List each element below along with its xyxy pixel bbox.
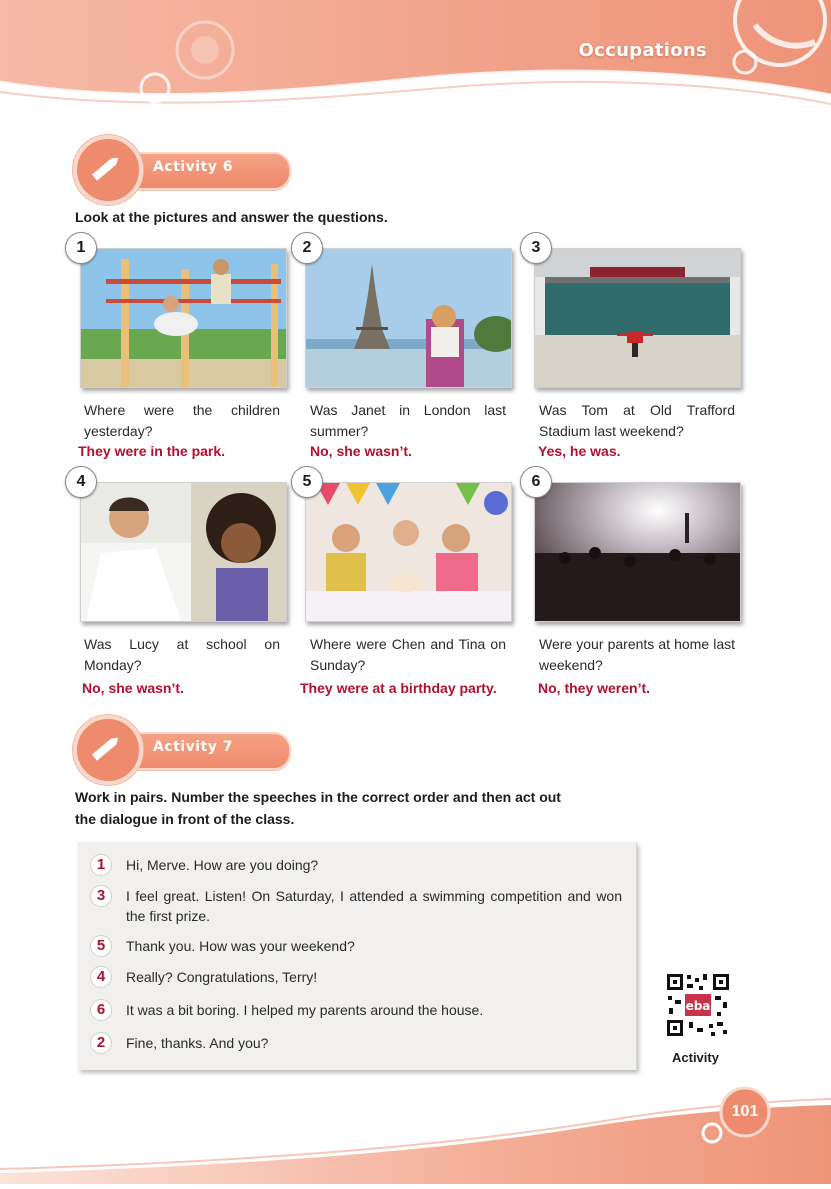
concert-photo	[534, 482, 741, 622]
order-number: 5	[90, 935, 112, 957]
dialogue-line: Hi, Merve. How are you doing?	[126, 857, 319, 873]
activity7-banner	[73, 715, 293, 785]
doctor-photo	[80, 482, 287, 622]
order-number: 4	[90, 966, 112, 988]
qr-caption: Activity	[672, 1050, 719, 1065]
stadium-photo	[534, 248, 741, 388]
answer-text: They were at a birthday party.	[300, 680, 497, 696]
activity7-instruction-line2: the dialogue in front of the class.	[75, 811, 295, 827]
order-number: 2	[90, 1032, 112, 1054]
activity6-instruction: Look at the pictures and answer the questions.	[75, 209, 388, 225]
answer-text: No, she wasn’t.	[310, 443, 412, 459]
qr-badge-text: eba	[685, 999, 711, 1013]
dialogue-line: Really? Congratulations, Terry!	[126, 969, 318, 985]
dialogue-line: Thank you. How was your weekend?	[126, 938, 355, 954]
eiffel-tower-photo	[305, 248, 512, 388]
question-text: Was Tom at Old Trafford Stadium last weekend?	[539, 402, 735, 439]
question-text: Were your parents at home last weekend?	[539, 636, 735, 673]
question-number: 5	[291, 466, 323, 498]
dialogue-line: I feel great. Listen! On Saturday, I attended a swimming competition and won the first prize.	[126, 888, 622, 924]
question-number: 4	[65, 466, 97, 498]
answer-text: No, they weren’t.	[538, 680, 651, 696]
order-number: 1	[90, 854, 112, 876]
page-number: 101	[731, 1103, 759, 1120]
playground-photo	[80, 248, 287, 388]
activity7-instruction-line1: Work in pairs. Number the speeches in the correct order and then act out	[75, 789, 561, 805]
question-text: Where were the children yesterday?	[84, 402, 280, 439]
order-number: 3	[90, 885, 112, 907]
pencil-icon	[88, 150, 124, 186]
question-number: 2	[291, 232, 323, 264]
footer-wave-decoration	[0, 1085, 831, 1184]
answer-text: No, she wasn’t.	[82, 680, 184, 696]
answer-text: They were in the park.	[78, 443, 226, 459]
chapter-title: Occupations	[578, 40, 707, 61]
question-text: Was Janet in London last summer?	[310, 402, 506, 439]
question-number: 3	[520, 232, 552, 264]
activity6-label: Activity 6	[153, 159, 233, 175]
order-number: 6	[90, 999, 112, 1021]
question-text: Was Lucy at school on Monday?	[84, 636, 280, 673]
activity7-label: Activity 7	[153, 739, 233, 755]
question-text: Where were Chen and Tina on Sunday?	[310, 636, 506, 673]
question-number: 6	[520, 466, 552, 498]
dialogue-line: It was a bit boring. I helped my parents around the house.	[126, 1002, 484, 1018]
question-number: 1	[65, 232, 97, 264]
footer-band	[0, 1085, 831, 1184]
qr-code[interactable]	[665, 972, 731, 1038]
pencil-icon	[88, 730, 124, 766]
answer-text: Yes, he was.	[538, 443, 621, 459]
birthday-party-photo	[305, 482, 512, 622]
activity6-banner	[73, 135, 293, 205]
dialogue-line: Fine, thanks. And you?	[126, 1035, 269, 1051]
header-band	[0, 0, 831, 115]
